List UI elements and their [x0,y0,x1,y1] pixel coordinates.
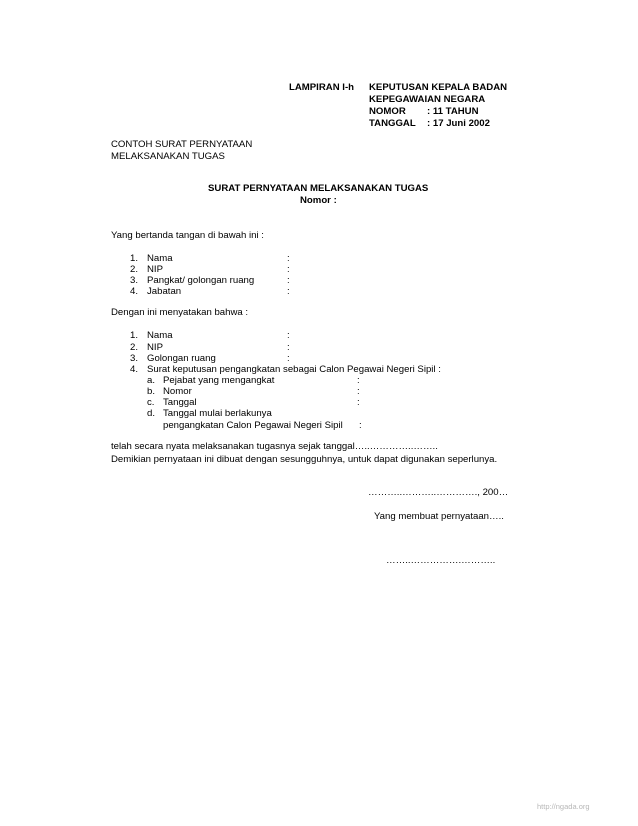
lampiran-label: LAMPIRAN I-h [289,82,355,93]
list-item [0,330,638,341]
item-colon: : [287,275,290,286]
list-item [0,253,638,264]
example-title-line1: CONTOH SURAT PERNYATAAN [111,139,253,150]
closing-line1: telah secara nyata melaksanakan tugasnya sejak tanggal…..…………..…….. [111,441,438,452]
signature-date-line: ………..………..…………., 200… [368,487,509,498]
signer-intro: Yang bertanda tangan di bawah ini : [111,230,264,241]
item-label: NIP [147,264,163,275]
item-colon: : [287,330,290,341]
subitem-label-continuation: pengangkatan Calon Pegawai Negeri Sipil [163,420,343,431]
sub-list-item [0,375,638,386]
item-number: 4. [130,286,139,297]
nomor-label: NOMOR [369,106,406,117]
item-colon: : [287,342,290,353]
subitem-label: Tanggal mulai berlakunya [163,408,272,419]
subitem-colon: : [357,397,360,408]
tanggal-label: TANGGAL [369,118,416,129]
item-label: Golongan ruang [147,353,216,364]
list-item [0,264,638,275]
sub-list-item [0,386,638,397]
letter-number-label: Nomor : [300,195,337,206]
item-number: 4. [130,364,139,375]
signature-name-line: ……..…………….……….. [386,555,496,566]
signature-maker-label: Yang membuat pernyataan….. [374,511,504,522]
item-label: Jabatan [147,286,182,297]
item-number: 3. [130,353,139,364]
list-item [0,353,638,364]
item-number: 1. [130,330,139,341]
item-label: Nama [147,330,173,341]
item-label: Nama [147,253,173,264]
subitem-colon: : [357,386,360,397]
subitem-colon: : [357,375,360,386]
item-colon: : [287,264,290,275]
item-number: 1. [130,253,139,264]
sub-list-item [0,408,638,419]
statement-intro: Dengan ini menyatakan bahwa : [111,307,249,318]
keputusan-line1: KEPUTUSAN KEPALA BADAN [369,82,508,93]
subitem-label: Nomor [163,386,192,397]
subitem-letter: d. [147,408,156,419]
item-label: Surat keputusan pengangkatan sebagai Calon Pegawai Negeri Sipil : [147,364,441,375]
list-item [0,364,638,375]
keputusan-line2: KEPEGAWAIAN NEGARA [369,94,486,105]
nomor-value: : 11 TAHUN [427,106,479,117]
item-number: 2. [130,264,139,275]
sub-list-item [0,397,638,408]
item-colon: : [287,353,290,364]
item-label: Pangkat/ golongan ruang [147,275,255,286]
subitem-colon: : [359,420,362,431]
letter-title-text: SURAT PERNYATAAN MELAKSANAKAN TUGAS [208,183,429,194]
subitem-label: Tanggal [163,397,197,408]
tanggal-value: : 17 Juni 2002 [427,118,490,129]
subitem-letter: b. [147,386,156,397]
subitem-label: Pejabat yang mengangkat [163,375,275,386]
closing-line2: Demikian pernyataan ini dibuat dengan sesungguhnya, untuk dapat digunakan seperlunya. [111,454,498,465]
list-item [0,286,638,297]
item-colon: : [287,253,290,264]
item-number: 3. [130,275,139,286]
list-item [0,342,638,353]
item-number: 2. [130,342,139,353]
subitem-letter: c. [147,397,155,408]
item-colon: : [287,286,290,297]
item-label: NIP [147,342,163,353]
subitem-letter: a. [147,375,156,386]
list-item [0,275,638,286]
sub-list-item-continuation [0,420,638,431]
footer-url: http://ngada.org [537,802,590,811]
example-title-line2: MELAKSANAKAN TUGAS [111,151,225,162]
